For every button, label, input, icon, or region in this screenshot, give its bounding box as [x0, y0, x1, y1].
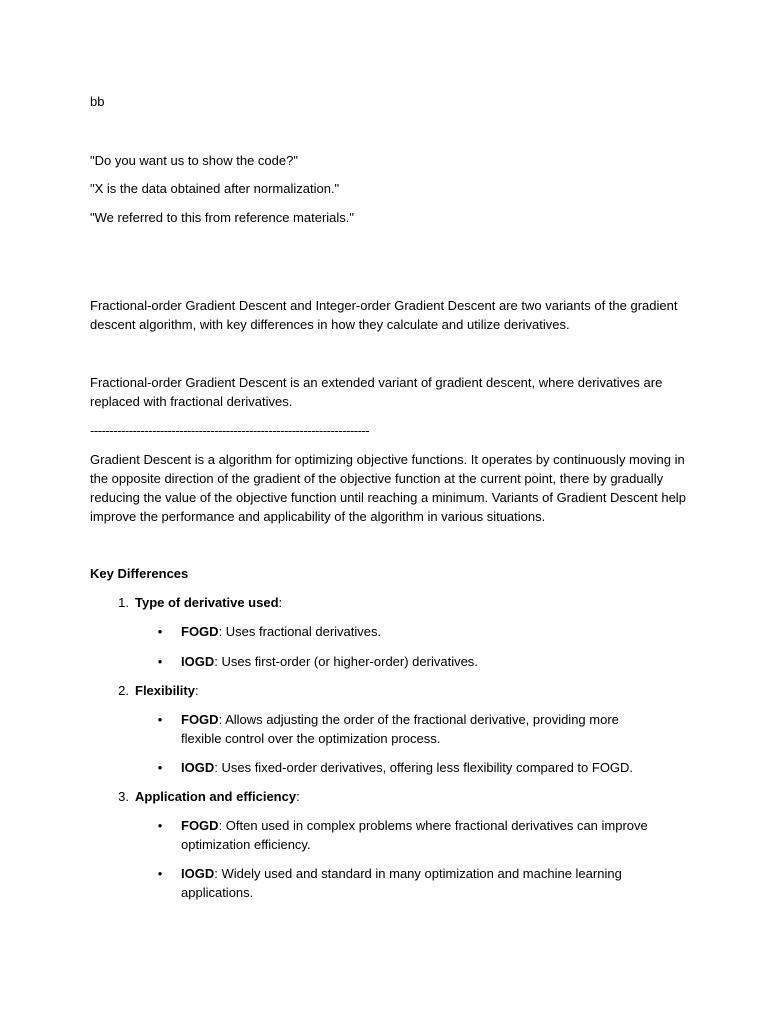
- bullet-item: [181, 622, 661, 641]
- header-text: bb: [90, 94, 105, 109]
- bullet-term: FOGD: [181, 818, 219, 833]
- bullet-term: FOGD: [181, 712, 219, 727]
- bullet-term: IOGD: [181, 866, 215, 881]
- gradient-descent-paragraph: Gradient Descent is a algorithm for optimizing objective functions. It operates by continuously moving in the opposite direction of the gradient of the objective function at the current point, there by gradually reducing the value of the objective function until reaching a minimum. Variants of Gradient Descent help improve the performance and applicability of the algorithm in various situations.: [90, 452, 686, 524]
- bullet-text: : Often used in complex problems where fractional derivatives can improve optimization efficiency.: [181, 818, 648, 852]
- bullet-term: IOGD: [181, 654, 215, 669]
- fogd-paragraph: Fractional-order Gradient Descent is an extended variant of gradient descent, where derivatives are replaced with fractional derivatives.: [90, 375, 663, 409]
- list-item-title-suffix: :: [194, 683, 199, 698]
- list-item-title: [135, 681, 199, 700]
- separator-line: ------------------------------------------------------------------------: [90, 423, 370, 438]
- bullet-icon: •: [157, 654, 163, 669]
- bullet-text: : Uses first-order (or higher-order) derivatives.: [214, 654, 478, 669]
- list-item-title: [135, 787, 300, 806]
- list-item-title-bold: Application and efficiency: [135, 789, 297, 804]
- bullet-icon: •: [157, 712, 163, 727]
- list-number: 2.: [118, 683, 129, 698]
- bullet-icon: •: [157, 760, 163, 775]
- bullet-item: [181, 710, 661, 748]
- bullet-term: IOGD: [181, 760, 215, 775]
- bullet-item: [181, 864, 661, 902]
- list-item-title-suffix: :: [278, 595, 283, 610]
- quote-line: "X is the data obtained after normalization.": [90, 181, 340, 196]
- list-item-title-suffix: :: [296, 789, 300, 804]
- bullet-item: [181, 758, 661, 777]
- quote-line: "We referred to this from reference materials.": [90, 210, 355, 225]
- bullet-item: [181, 816, 661, 854]
- list-number: 3.: [118, 789, 129, 804]
- bullet-icon: •: [157, 818, 163, 833]
- bullet-text: : Allows adjusting the order of the fractional derivative, providing more flexible control over the optimization process.: [181, 712, 619, 746]
- list-item-title-bold: Type of derivative used: [135, 595, 279, 610]
- quote-line: "Do you want us to show the code?": [90, 153, 298, 168]
- bullet-item: [181, 652, 661, 671]
- bullet-text: : Uses fractional derivatives.: [218, 624, 382, 639]
- bullet-term: FOGD: [181, 624, 219, 639]
- bullet-text: : Uses fixed-order derivatives, offering less flexibility compared to FOGD.: [214, 760, 634, 775]
- bullet-text: : Widely used and standard in many optimization and machine learning applications.: [181, 866, 622, 900]
- list-item-title-bold: Flexibility: [135, 683, 195, 698]
- key-differences-heading: Key Differences: [90, 566, 189, 581]
- intro-paragraph: Fractional-order Gradient Descent and Integer-order Gradient Descent are two variants of the gradient descent algorithm, with key differences in how they calculate and utilize derivatives.: [90, 298, 678, 332]
- bullet-icon: •: [157, 866, 163, 881]
- list-item-title: [135, 593, 282, 612]
- bullet-icon: •: [157, 624, 163, 639]
- list-number: 1.: [118, 595, 129, 610]
